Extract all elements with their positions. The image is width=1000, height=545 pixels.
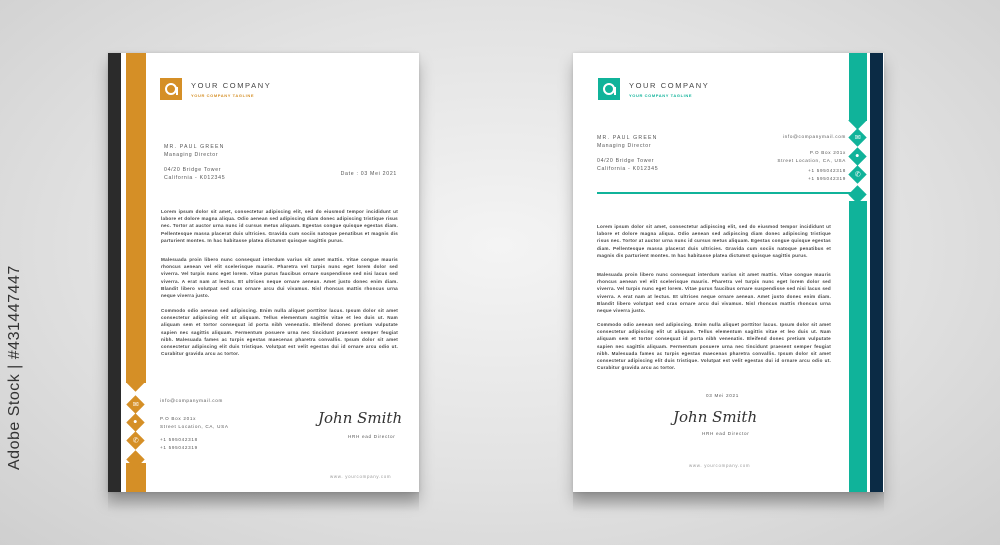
- recipient-name: MR. PAUL GREEN: [597, 135, 658, 141]
- watermark-text: Adobe Stock | #431447447: [6, 265, 23, 470]
- contact-street: Street Location, CA, USA: [160, 424, 229, 429]
- company-name: YOUR COMPANY: [191, 81, 272, 90]
- body-paragraph-1: Lorem ipsum dolor sit amet, consectetur adipiscing elit, sed do eiusmod tempor incididunt ut labore et dolore magna aliqua. Odio aenean sed adipiscing diam donec adipiscing tristique risus nec. Tortor at auctor urna nunc id cursus metus aliquam. Egestas congue quisque egestas diam. Pellentesque massa placerat duis ultricies. Gravida cum sociis natoque penatibus et magnis dis parturient montes. In hac habitasse platea dictumst quisque sagittis purus.: [161, 209, 398, 243]
- signature: John Smith: [673, 408, 758, 426]
- contact-email: info@companymail.com: [160, 398, 224, 403]
- recipient-address1: 04/20 Bridge Tower: [164, 167, 222, 173]
- company-logo: [598, 78, 620, 100]
- body-paragraph-2: Malesuada proin libero nunc consequat interdum varius sit amet mattis. Vitae congue mauris rhoncus aenean vel elit scelerisque mauris. Pharetra vel turpis nunc eget lorem dolor sed viverra. Vel turpis nunc eget lorem. Vitae purus faucibus ornare suspendisse sed nisi lacus sed viverra. A erat nam at lectus. Et ultrices neque ornare aenean. Amet justo donec enim diam. Blandit libero volutpat sed cras ornare arcu dui vivamus. Nisl rhoncus mattis rhoncus urna neque viverra justo.: [161, 257, 398, 299]
- website: www. yourcompany.com: [689, 463, 751, 468]
- contact-po: P.O Box 201x: [160, 416, 197, 421]
- teal-divider: [597, 192, 851, 194]
- letterhead-orange: [108, 53, 419, 492]
- contact-phone2: +1 595042319: [808, 176, 846, 181]
- signature-role: HRH ead Director: [348, 434, 396, 439]
- recipient-name: MR. PAUL GREEN: [164, 144, 225, 150]
- phone-icon: ✆: [126, 431, 144, 449]
- company-logo: [160, 78, 182, 100]
- contact-street: Street Location, CA, USA: [777, 158, 846, 163]
- envelope-icon: ✉: [126, 395, 144, 413]
- letterhead-teal: [573, 53, 884, 492]
- recipient-title: Managing Director: [164, 152, 219, 158]
- map-pin-icon: ●: [848, 147, 866, 165]
- signature-role: HRH ead Director: [702, 431, 750, 436]
- signature: John Smith: [318, 409, 403, 427]
- contact-phone2: +1 595042319: [160, 445, 198, 450]
- company-tagline: YOUR COMPANY TAGLINE: [629, 93, 693, 98]
- body-paragraph-2: Malesuada proin libero nunc consequat interdum varius sit amet mattis. Vitae congue mauris rhoncus aenean vel elit scelerisque mauris. Pharetra vel turpis nunc eget lorem dolor sed viverra. Vel turpis nunc eget lorem. Vitae purus faucibus ornare suspendisse sed nisi lacus sed viverra. A erat nam at lectus. Et ultrices neque ornare aenean. Amet justo donec enim diam. Blandit libero volutpat sed cras ornare arcu dui vivamus. Nisl rhoncus mattis rhoncus urna neque viverra justo.: [597, 272, 831, 314]
- recipient-title: Managing Director: [597, 143, 652, 149]
- contact-po: P.O Box 201x: [809, 150, 846, 155]
- recipient-address2: California - K012345: [164, 175, 226, 181]
- phone-icon: ✆: [848, 165, 866, 183]
- envelope-icon: ✉: [848, 128, 866, 146]
- recipient-address1: 04/20 Bridge Tower: [597, 158, 655, 164]
- body-paragraph-3: Commodo odio aenean sed adipiscing. Enim nulla aliquet porttitor lacus. Ipsum dolor sit amet consectetur adipiscing elit ut aliquam. Tellus elementum sagittis vitae et leo duis ut. Nam aliquam sem et tortor consequat id porta nibh venenatis. Eleifend donec pretium vulputate sapien nec sagittis aliquam. Fermentum posuere urna nec tincidunt praesent semper feugiat nibh. Malesuada fames ac turpis egestas maecenas pharetra convallis. Ipsum dolor sit amet consectetur adipiscing elit duis tristique. Volutpat est velit egestas dui id ornare arcu odio ut. Curabitur gravida arcu ac tortor.: [161, 308, 398, 357]
- recipient-address2: California - K012345: [597, 166, 659, 172]
- body-paragraph-1: Lorem ipsum dolor sit amet, consectetur adipiscing elit, sed do eiusmod tempor incididunt ut labore et dolore magna aliqua. Odio aenean sed adipiscing diam donec adipiscing tristique risus nec. Tortor at auctor urna nunc id cursus metus aliquam. Egestas congue quisque egestas diam. Pellentesque massa placerat duis ultricies. Gravida cum sociis natoque penatibus et magnis dis parturient montes. In hac habitasse platea dictumst quisque sagittis purus.: [597, 224, 831, 258]
- page-shadow: [108, 492, 419, 512]
- map-pin-icon: ●: [126, 413, 144, 431]
- company-name: YOUR COMPANY: [629, 81, 710, 90]
- company-tagline: YOUR COMPANY TAGLINE: [191, 93, 255, 98]
- navy-strip: [870, 53, 883, 492]
- letter-date: 03 Mei 2021: [706, 393, 739, 398]
- dark-strip: [108, 53, 121, 492]
- page-shadow: [573, 492, 884, 512]
- letter-date: Date : 03 Mei 2021: [340, 171, 397, 177]
- body-paragraph-3: Commodo odio aenean sed adipiscing. Enim nulla aliquet porttitor lacus. Ipsum dolor sit amet consectetur adipiscing elit ut aliquam. Tellus elementum sagittis vitae et leo duis ut. Nam aliquam sem et tortor consequat id porta nibh venenatis. Eleifend donec pretium vulputate sapien nec sagittis aliquam. Fermentum posuere urna nec tincidunt praesent semper feugiat nibh. Malesuada fames ac turpis egestas maecenas pharetra convallis. Ipsum dolor sit amet consectetur adipiscing elit duis tristique. Volutpat est velit egestas dui id ornare arcu odio ut. Curabitur gravida arcu ac tortor.: [597, 322, 831, 371]
- contact-email: info@companymail.com: [782, 134, 846, 139]
- contact-phone1: +1 595042318: [808, 168, 846, 173]
- website: www. yourcompany.com: [330, 474, 392, 479]
- contact-phone1: +1 595042318: [160, 437, 198, 442]
